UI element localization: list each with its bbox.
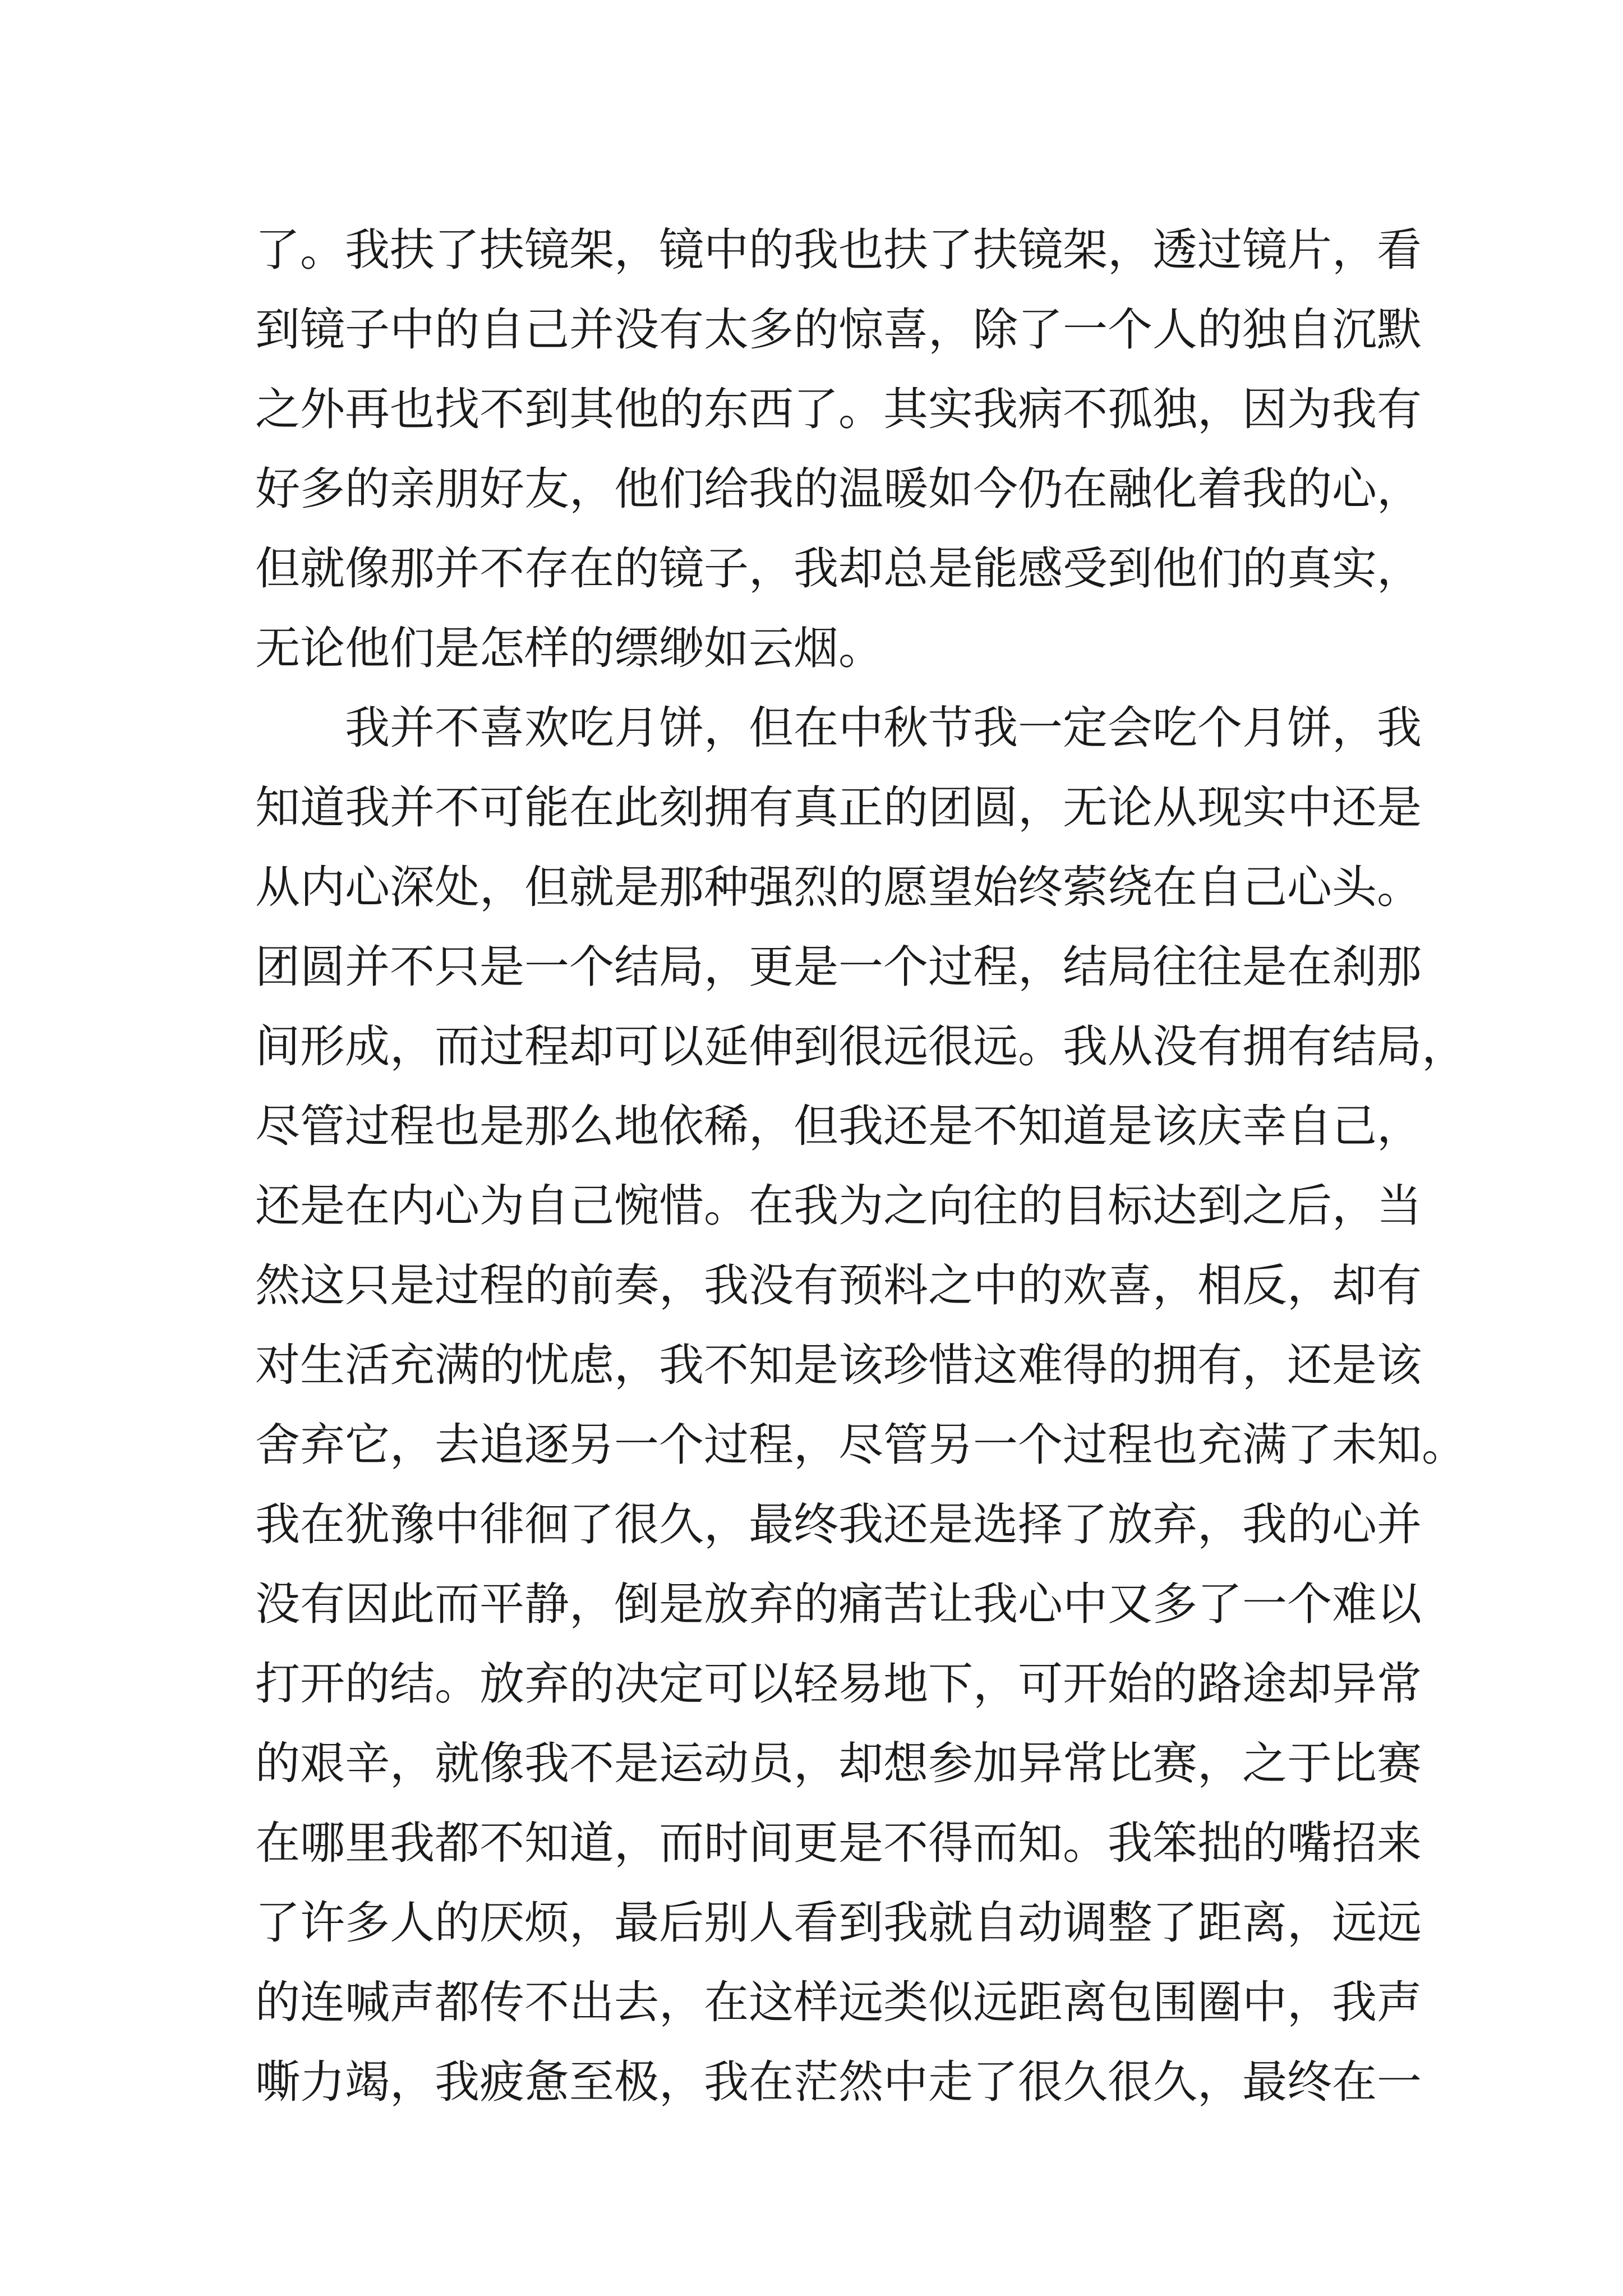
text-line: 好多的亲朋好友，他们给我的温暖如今仍在融化着我的心， bbox=[255, 463, 1422, 515]
text-line: 没有因此而平静，倒是放弃的痛苦让我心中又多了一个难以 bbox=[255, 1578, 1422, 1630]
text-line: 了许多人的厌烦，最后别人看到我就自动调整了距离，远远 bbox=[255, 1897, 1422, 1949]
text-line: 还是在内心为自己惋惜。在我为之向往的目标达到之后，当 bbox=[255, 1180, 1422, 1232]
text-line: 打开的结。放弃的决定可以轻易地下，可开始的路途却异常 bbox=[255, 1658, 1422, 1710]
text-line: 团圆并不只是一个结局，更是一个过程，结局往往是在刹那 bbox=[255, 941, 1422, 993]
text-line: 无论他们是怎样的缥缈如云烟。 bbox=[255, 622, 883, 674]
text-line: 嘶力竭，我疲惫至极，我在茫然中走了很久很久，最终在一 bbox=[255, 2056, 1422, 2108]
text-line: 的艰辛，就像我不是运动员，却想参加异常比赛，之于比赛 bbox=[255, 1737, 1422, 1789]
text-line: 从内心深处，但就是那种强烈的愿望始终萦绕在自己心头。 bbox=[255, 861, 1422, 913]
body-text bbox=[255, 210, 1467, 2122]
text-line: 间形成，而过程却可以延伸到很远很远。我从没有拥有结局， bbox=[255, 1020, 1467, 1073]
text-line: 了。我扶了扶镜架，镜中的我也扶了扶镜架，透过镜片，看 bbox=[255, 224, 1422, 276]
text-line: 知道我并不可能在此刻拥有真正的团圆，无论从现实中还是 bbox=[255, 781, 1422, 834]
text-line: 我在犹豫中徘徊了很久，最终我还是选择了放弃，我的心并 bbox=[255, 1498, 1422, 1550]
text-line: 但就像那并不存在的镜子，我却总是能感受到他们的真实， bbox=[255, 542, 1422, 595]
text-line: 我并不喜欢吃月饼，但在中秋节我一定会吃个月饼，我 bbox=[345, 702, 1422, 754]
text-line: 的连喊声都传不出去，在这样远类似远距离包围圈中，我声 bbox=[255, 1976, 1422, 2028]
text-line: 对生活充满的忧虑，我不知是该珍惜这难得的拥有，还是该 bbox=[255, 1339, 1422, 1391]
text-line: 然这只是过程的前奏，我没有预料之中的欢喜，相反，却有 bbox=[255, 1259, 1422, 1312]
text-line: 舍弃它，去追逐另一个过程，尽管另一个过程也充满了未知。 bbox=[255, 1419, 1467, 1471]
text-line: 尽管过程也是那么地依稀，但我还是不知道是该庆幸自己， bbox=[255, 1100, 1422, 1152]
text-line: 之外再也找不到其他的东西了。其实我病不孤独，因为我有 bbox=[255, 383, 1422, 435]
text-line: 在哪里我都不知道，而时间更是不得而知。我笨拙的嘴招来 bbox=[255, 1817, 1422, 1869]
text-line: 到镜子中的自己并没有太多的惊喜，除了一个人的独自沉默 bbox=[255, 303, 1422, 356]
